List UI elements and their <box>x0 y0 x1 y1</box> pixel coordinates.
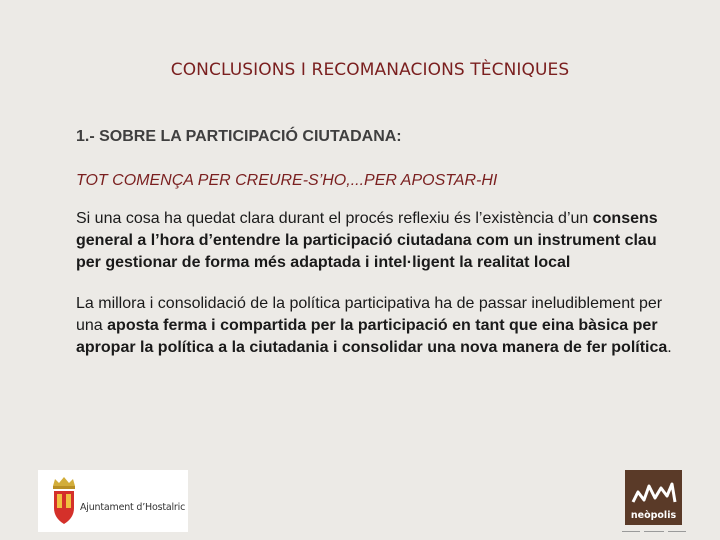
slogan: TOT COMENÇA PER CREURE-S’HO,...PER APOSTAR-HI <box>76 172 498 189</box>
paragraph-2-bold: aposta ferma i compartida per la participació en tant que eina bàsica per apropar la política a la ciutadania i consolidar una nova manera de fer política <box>76 317 668 356</box>
paragraph-1-bold: consens general a l’hora d’entendre la participació ciutadana com un instrument clau per gestionar de forma més adaptada i intel·ligent la realitat local <box>76 210 658 271</box>
paragraph-1-text: Si una cosa ha quedat clara durant el procés reflexiu és l’existència d’un <box>76 210 593 227</box>
paragraph-2 <box>76 293 676 359</box>
neopolis-mark-icon <box>625 470 682 508</box>
paragraph-2-text: La millora i consolidació de la política participativa ha de passar ineludiblement per una <box>76 295 663 334</box>
ajuntament-label: Ajuntament d’Hostalric <box>80 502 186 513</box>
paragraph-1 <box>76 208 676 274</box>
neopolis-tagline-icon <box>622 529 686 534</box>
neopolis-logo <box>625 470 682 525</box>
neopolis-label: neòpolis <box>630 510 677 521</box>
ajuntament-logo <box>38 470 188 532</box>
slide-title: CONCLUSIONS I RECOMANACIONS TÈCNIQUES <box>170 60 570 80</box>
paragraph-2-end: . <box>667 339 672 356</box>
section-heading: 1.- SOBRE LA PARTICIPACIÓ CIUTADANA: <box>76 128 402 145</box>
slide-content <box>76 128 676 378</box>
coat-of-arms-icon <box>44 470 84 532</box>
